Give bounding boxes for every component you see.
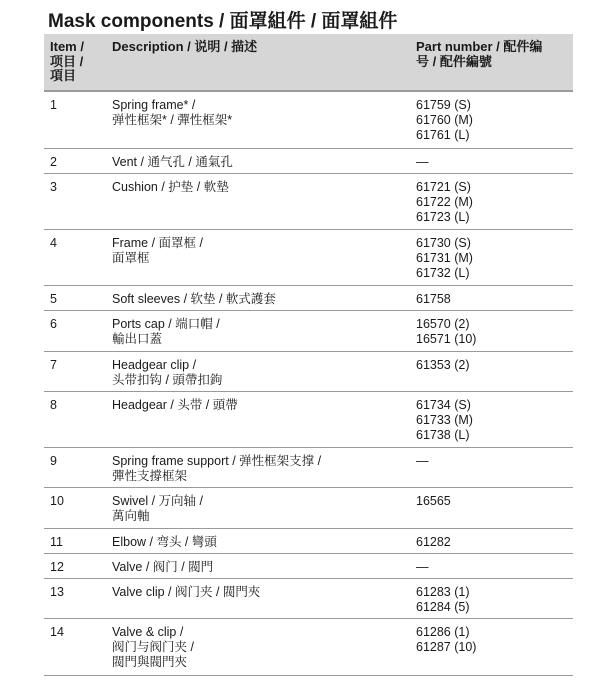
table-row — [44, 529, 573, 554]
table-row — [44, 488, 573, 529]
row-part-number: — — [416, 454, 429, 468]
row-item: 9 — [50, 454, 57, 468]
row-description: Valve clip / 阀门夹 / 閥門夾 — [112, 585, 261, 599]
row-description: Spring frame* / 弹性框架* / 彈性框架* — [112, 98, 233, 127]
row-part-number: 61730 (S) 61731 (M) 61732 (L) — [416, 236, 473, 280]
row-part-number: 61353 (2) — [416, 358, 470, 372]
table-row — [44, 174, 573, 230]
row-part-number: 61758 — [416, 292, 451, 306]
row-description: Swivel / 万向轴 / 萬向軸 — [112, 494, 203, 523]
row-description: Cushion / 护垫 / 軟墊 — [112, 180, 229, 194]
components-table — [44, 34, 573, 676]
row-part-number: — — [416, 560, 429, 574]
page-title: Mask components / 面罩組件 / 面罩組件 — [48, 11, 398, 32]
header-description: Description / 说明 / 描述 — [112, 39, 258, 54]
row-item: 11 — [50, 535, 63, 549]
row-item: 14 — [50, 625, 64, 639]
row-item: 8 — [50, 398, 57, 412]
row-description: Vent / 通气孔 / 通氣孔 — [112, 155, 233, 169]
table-row — [44, 448, 573, 488]
row-part-number: 61734 (S) 61733 (M) 61738 (L) — [416, 398, 473, 442]
table-row — [44, 392, 573, 448]
row-part-number: — — [416, 155, 429, 169]
row-part-number: 61286 (1) 61287 (10) — [416, 625, 477, 654]
table-row — [44, 352, 573, 392]
row-item: 13 — [50, 585, 64, 599]
row-part-number: 61721 (S) 61722 (M) 61723 (L) — [416, 180, 473, 224]
row-description: Valve & clip / 阀门与阀门夹 / 閥門與閥門夾 — [112, 625, 194, 669]
table-row — [44, 230, 573, 286]
row-item: 10 — [50, 494, 64, 508]
header-item: Item / 项目 / 項目 — [50, 39, 84, 83]
table-row — [44, 554, 573, 579]
row-item: 3 — [50, 180, 57, 194]
row-description: Valve / 阀门 / 閥門 — [112, 560, 214, 574]
row-item: 6 — [50, 317, 57, 331]
row-item: 1 — [50, 98, 57, 112]
row-description: Spring frame support / 弹性框架支撑 / 彈性支撐框架 — [112, 454, 322, 483]
header-part-number: Part number / 配件编 号 / 配件編號 — [416, 39, 543, 69]
row-description: Headgear / 头带 / 頭帶 — [112, 398, 238, 412]
table-header — [44, 34, 573, 92]
row-description: Headgear clip / 头带扣钩 / 頭帶扣鉤 — [112, 358, 223, 387]
row-part-number: 16570 (2) 16571 (10) — [416, 317, 477, 346]
row-item: 12 — [50, 560, 64, 574]
row-item: 4 — [50, 236, 57, 250]
row-item: 5 — [50, 292, 57, 306]
row-description: Soft sleeves / 软垫 / 軟式護套 — [112, 292, 276, 306]
row-item: 7 — [50, 358, 57, 372]
table-row — [44, 149, 573, 174]
table-row — [44, 311, 573, 352]
row-part-number: 61282 — [416, 535, 451, 549]
row-description: Frame / 面罩框 / 面罩框 — [112, 236, 203, 265]
table-row — [44, 579, 573, 619]
table-row — [44, 619, 573, 676]
table-row — [44, 286, 573, 311]
row-description: Elbow / 弯头 / 彎頭 — [112, 535, 217, 549]
row-item: 2 — [50, 155, 57, 169]
row-part-number: 61283 (1) 61284 (5) — [416, 585, 470, 614]
row-description: Ports cap / 端口帽 / 輸出口蓋 — [112, 317, 220, 346]
row-part-number: 61759 (S) 61760 (M) 61761 (L) — [416, 98, 473, 142]
row-part-number: 16565 — [416, 494, 451, 508]
table-row — [44, 92, 573, 149]
